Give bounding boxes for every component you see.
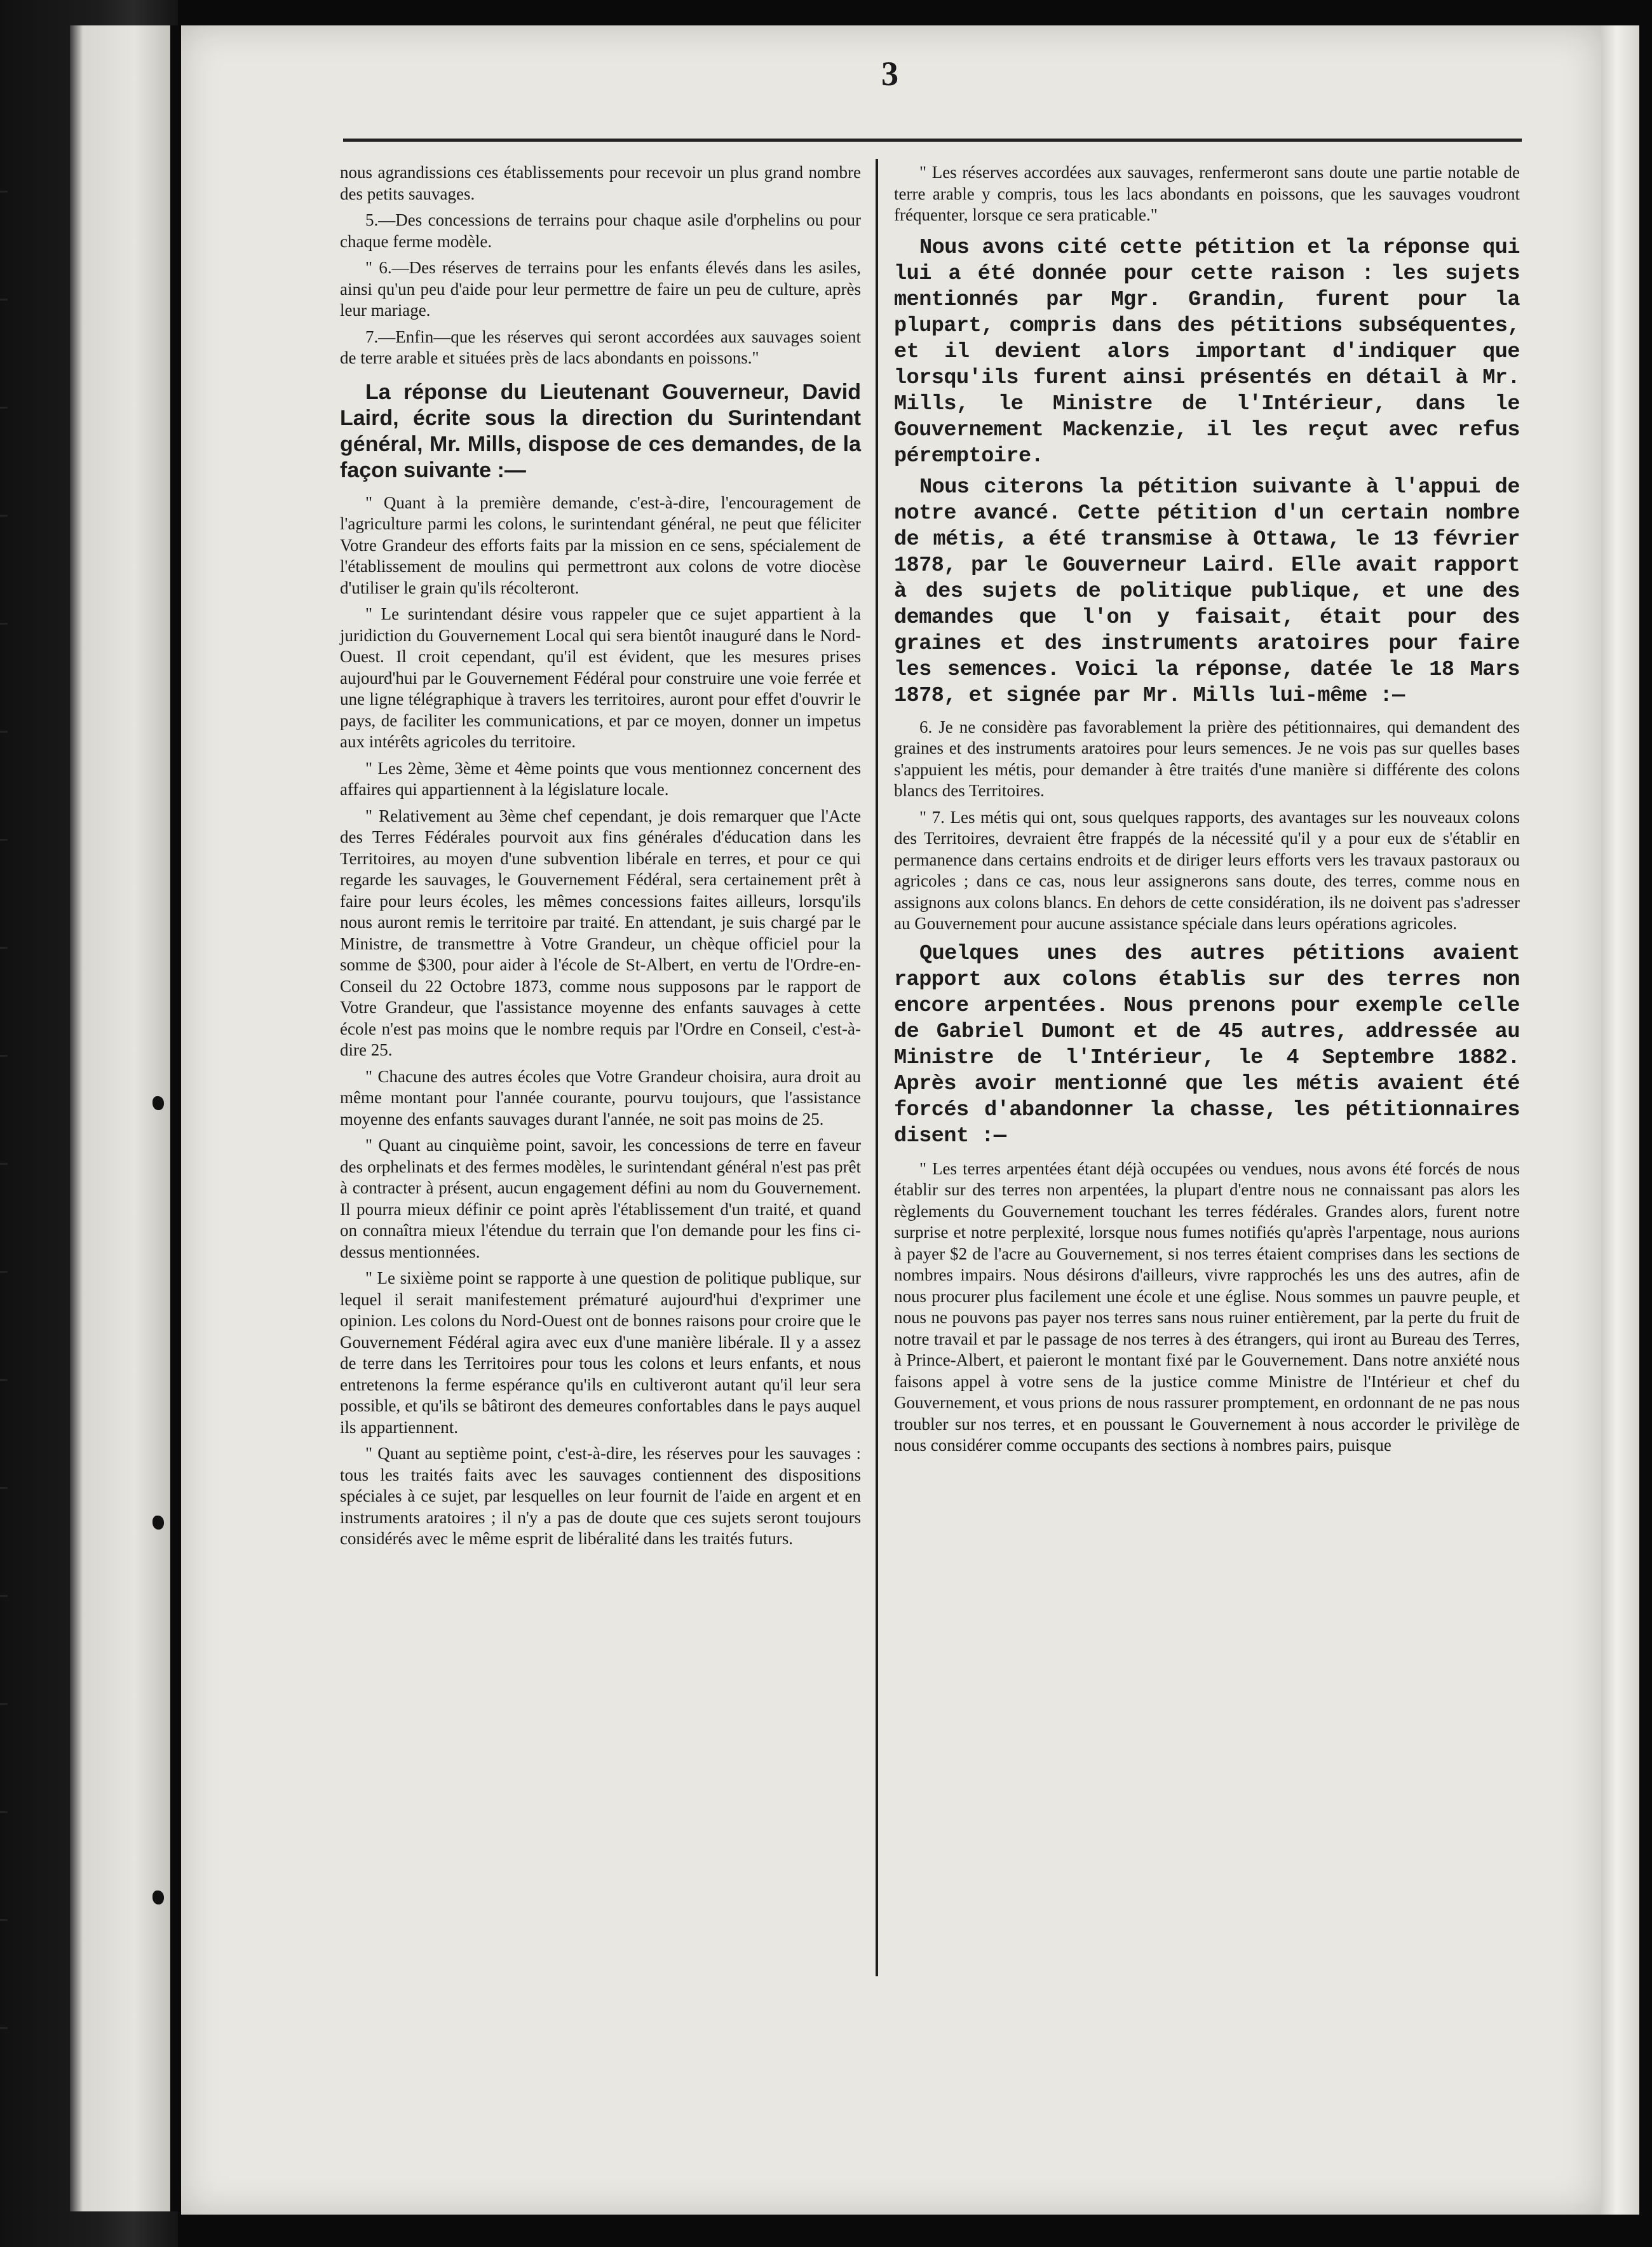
- quoted-paragraph: " Le sixième point se rapporte à une question de politique publique, sur lequel il serait manifestement prématuré aujourd'hui d'exprimer une opinion. Les colons du Nord-Ouest ont de bonnes raisons pour croire que le Gouvernement Fédéral agira avec eux d'une manière libérale. Il y a assez de terre dans les Territoires pour tous les colons et leurs enfants, et nous entretenons la ferme espérance qu'ils en cultiveront autant qu'il leur sera possible, et qu'ils se bâtiront des demeures confortables dans le pays auquel ils appartiennent.: [340, 1268, 861, 1437]
- page-right-edge: [1601, 25, 1639, 2215]
- edge-mark: [0, 839, 8, 841]
- edge-mark: [0, 407, 8, 409]
- section-paragraph: La réponse du Lieutenant Gouverneur, David Laird, écrite sous la direction du Surintendant général, Mr. Mills, dispose de ces demandes, de la façon suivante :—: [340, 379, 861, 482]
- adjacent-page-edge: [0, 0, 178, 2247]
- edge-mark: [0, 515, 8, 517]
- edge-mark: [0, 947, 8, 949]
- binding-hole: [152, 1891, 164, 1904]
- left-column: [340, 162, 861, 1555]
- edge-mark: [0, 1163, 8, 1165]
- section-paragraph: Nous avons cité cette pétition et la réponse qui lui a été donnée pour cette raison : les sujets mentionnés par Mgr. Grandin, furent pour la plupart, compris dans des pétitions subséquentes, et il devient alors important d'indiquer que lorsqu'ils furent ainsi présentés en détail à Mr. Mills, le Ministre de l'Intérieur, dans le Gouvernement Mackenzie, il les reçut avec refus péremptoire.: [894, 235, 1520, 468]
- section-paragraph: Nous citerons la pétition suivante à l'appui de notre avancé. Cette pétition d'un certain nombre de métis, a été transmise à Ottawa, le 13 février 1878, par le Gouverneur Laird. Elle avait rapport à des sujets de politique publique, et une des demandes que l'on y faisait, était pour des graines et des instruments aratoires pour faire les semences. Voici la réponse, datée le 18 Mars 1878, et signée par Mr. Mills lui-même :—: [894, 475, 1520, 708]
- quoted-paragraph: 6. Je ne considère pas favorablement la prière des pétitionnaires, qui demandent des graines et des instruments aratoires pour leurs semences. Je ne vois pas sur quelles bases s'appuient les métis, pour demander à être traités d'une manière si différente des colons blancs des Territoires.: [894, 717, 1520, 800]
- edge-mark: [0, 1595, 8, 1597]
- edge-mark: [0, 1703, 8, 1705]
- edge-mark: [0, 1487, 8, 1489]
- binding-hole: [152, 1096, 164, 1110]
- page-gutter: [170, 25, 178, 2211]
- quoted-paragraph: " Les réserves accordées aux sauvages, renfermeront sans doute une partie notable de terre arable y compris, tous les lacs abondants en poissons, que les sauvages voudront fréquenter, lorsque ce sera praticable.": [894, 163, 1520, 224]
- edge-mark: [0, 623, 8, 625]
- binding-hole: [152, 1516, 164, 1530]
- right-column: [894, 162, 1520, 1462]
- edge-mark: [0, 1919, 8, 1921]
- quoted-paragraph: " Quant à la première demande, c'est-à-dire, l'encouragement de l'agriculture parmi les colons, le surintendant général, ne peut que féliciter Votre Grandeur des efforts faits par la mission en ce sens, spécialement de l'établissement de moulins qui permettront aux colons de votre diocèse d'utiliser le grain qu'ils récolteront.: [340, 492, 861, 597]
- page-number: 3: [881, 55, 898, 93]
- quoted-paragraph: " Quant au septième point, c'est-à-dire, les réserves pour les sauvages : tous les traités faits avec les sauvages contiennent des dispositions spéciales à ce sujet, par lesquelles on leur fournit de l'aide en argent et en instruments aratoires ; il n'y a pas de doute que ces sujets seront toujours considérés avec le même esprit de libéralité dans les traités futurs.: [340, 1444, 861, 1548]
- quoted-paragraph: " Les 2ème, 3ème et 4ème points que vous mentionnez concernent des affaires qui appartiennent à la législature locale.: [340, 758, 861, 799]
- column-divider: [876, 159, 878, 1976]
- document-page: [181, 25, 1601, 2215]
- quoted-paragraph: " Relativement au 3ème chef cependant, je dois remarquer que l'Acte des Terres Fédérales pourvoit aux fins générales d'éducation dans les Territoires, au moyen d'une subvention libérale en terres, et pour ce qui regarde les sauvages, le Gouvernement Fédéral, sera certainement prêt à faire pour leurs écoles, les mêmes concessions faites ailleurs, lorsqu'ils nous auront remis le territoire par traité. En attendant, je suis chargé par le Ministre, de transmettre à Votre Grandeur, un chèque officiel pour la somme de $300, pour aider à l'école de St-Albert, en vertu de l'Ordre-en-Conseil du 22 Octobre 1873, comme nous supposons par le rapport de Votre Grandeur, que l'assistance moyenne des enfants sauvages à cette école n'est pas moins que le nombre requis par l'Ordre en Conseil, c'est-à-dire 25.: [340, 806, 861, 1059]
- header-rule: [343, 139, 1522, 142]
- paragraph: nous agrandissions ces établissements pour recevoir un plus grand nombre des petits sauvages.: [340, 163, 861, 203]
- quoted-paragraph: " Le surintendant désire vous rappeler que ce sujet appartient à la juridiction du Gouvernement Local qui sera bientôt inauguré dans le Nord-Ouest. Il croit cependant, qu'il est évident, que les mesures prises aujourd'hui par le Gouvernement Fédéral pour construire une voie ferrée et une ligne télégraphique à travers les territoires, auront pour effet d'ouvrir le pays, de faciliter les communications, et par ce moyen, donner un impetus aux intérêts agricoles du territoire.: [340, 604, 861, 751]
- edge-mark: [0, 1811, 8, 1813]
- edge-mark: [0, 1055, 8, 1057]
- quoted-paragraph: " Chacune des autres écoles que Votre Grandeur choisira, aura droit au même montant pour l'année courante, pourvu toujours, que l'assistance moyenne des enfants sauvages durant l'année, ne soit pas moins de 25.: [340, 1066, 861, 1129]
- edge-mark: [0, 299, 8, 301]
- paragraph: " 6.—Des réserves de terrains pour les enfants élevés dans les asiles, ainsi qu'un peu d'aide pour leur permettre de faire un peu de culture, après leur mariage.: [340, 258, 861, 320]
- edge-mark: [0, 1271, 8, 1273]
- edge-mark: [0, 191, 8, 193]
- quoted-paragraph: " Quant au cinquième point, savoir, les concessions de terre en faveur des orphelinats et des fermes modèles, le surintendant général n'est pas prêt à contracter à présent, aucun engagement défini au nom du Gouvernement. Il pourra mieux définir ce point après l'établissement d'un traité, et quand on connaîtra mieux l'étendue du terrain que l'on demande pour les fins ci-dessus mentionnées.: [340, 1136, 861, 1261]
- paragraph: 5.—Des concessions de terrains pour chaque asile d'orphelins ou pour chaque ferme modèle.: [340, 210, 861, 251]
- edge-mark: [0, 2027, 8, 2029]
- quoted-paragraph: " 7. Les métis qui ont, sous quelques rapports, des avantages sur les nouveaux colons des Territoires, devraient être frappés de la nécessité qu'il y a pour eux de s'établir en permanence dans certains endroits et de diriger leurs efforts vers les travaux pastoraux ou agricoles ; dans ce cas, nous leur assignerons sans doute, des terres, comme nous en assignons aux colons blancs. En dehors de cette considération, ils ne doivent pas s'adresser au Gouvernement pour aucune assistance spéciale dans leurs opérations agricoles.: [894, 807, 1520, 933]
- quoted-paragraph: " Les terres arpentées étant déjà occupées ou vendues, nous avons été forcés de nous établir sur des terres non arpentées, la plupart d'entre nous ne connaissant pas alors les règlements du Gouvernement touchant les terres fédérales. Grandes alors, furent notre surprise et notre perplexité, lorsque nous fumes notifiés qu'après l'arpentage, nous aurions à payer $2 de l'acre au Gouvernement, si nos terres étaient comprises dans les sections de nombres impairs. Nous désirons d'ailleurs, vivre rapprochés les uns des autres, afin de nous procurer plus facilement une école et une église. Nous sommes un pauvre peuple, et nous ne pouvons pas payer nos terres sans nous ruiner entièrement, par la perte du fruit de notre travail et par le passage de nos terres à des étrangers, qui iront au Bureau des Terres, à Prince-Albert, et paieront le montant fixé par le Gouvernement. Dans notre anxiété nous faisons appel à votre sens de la justice comme Ministre de l'Intérieur et chef du Gouvernement, et vous prions de nous rassurer promptement, en ordonnant de ne pas nous troubler sur nos terres, et en poussant le Gouvernement à nous accorder le privilège de nous considérer comme occupants des sections à nombres pairs, puisque: [894, 1158, 1520, 1455]
- edge-mark: [0, 731, 8, 733]
- paragraph: 7.—Enfin—que les réserves qui seront accordées aux sauvages soient de terre arable et situées près de lacs abondants en poissons.": [340, 327, 861, 367]
- edge-mark: [0, 1379, 8, 1381]
- section-paragraph: Quelques unes des autres pétitions avaient rapport aux colons établis sur des terres non encore arpentées. Nous prenons pour exemple celle de Gabriel Dumont et de 45 autres, addressée au Ministre de l'Intérieur, le 4 Septembre 1882. Après avoir mentionné que les métis avaient été forcés d'abandonner la chasse, les pétitionnaires disent :—: [894, 941, 1520, 1148]
- adjacent-page-strip: [70, 25, 178, 2211]
